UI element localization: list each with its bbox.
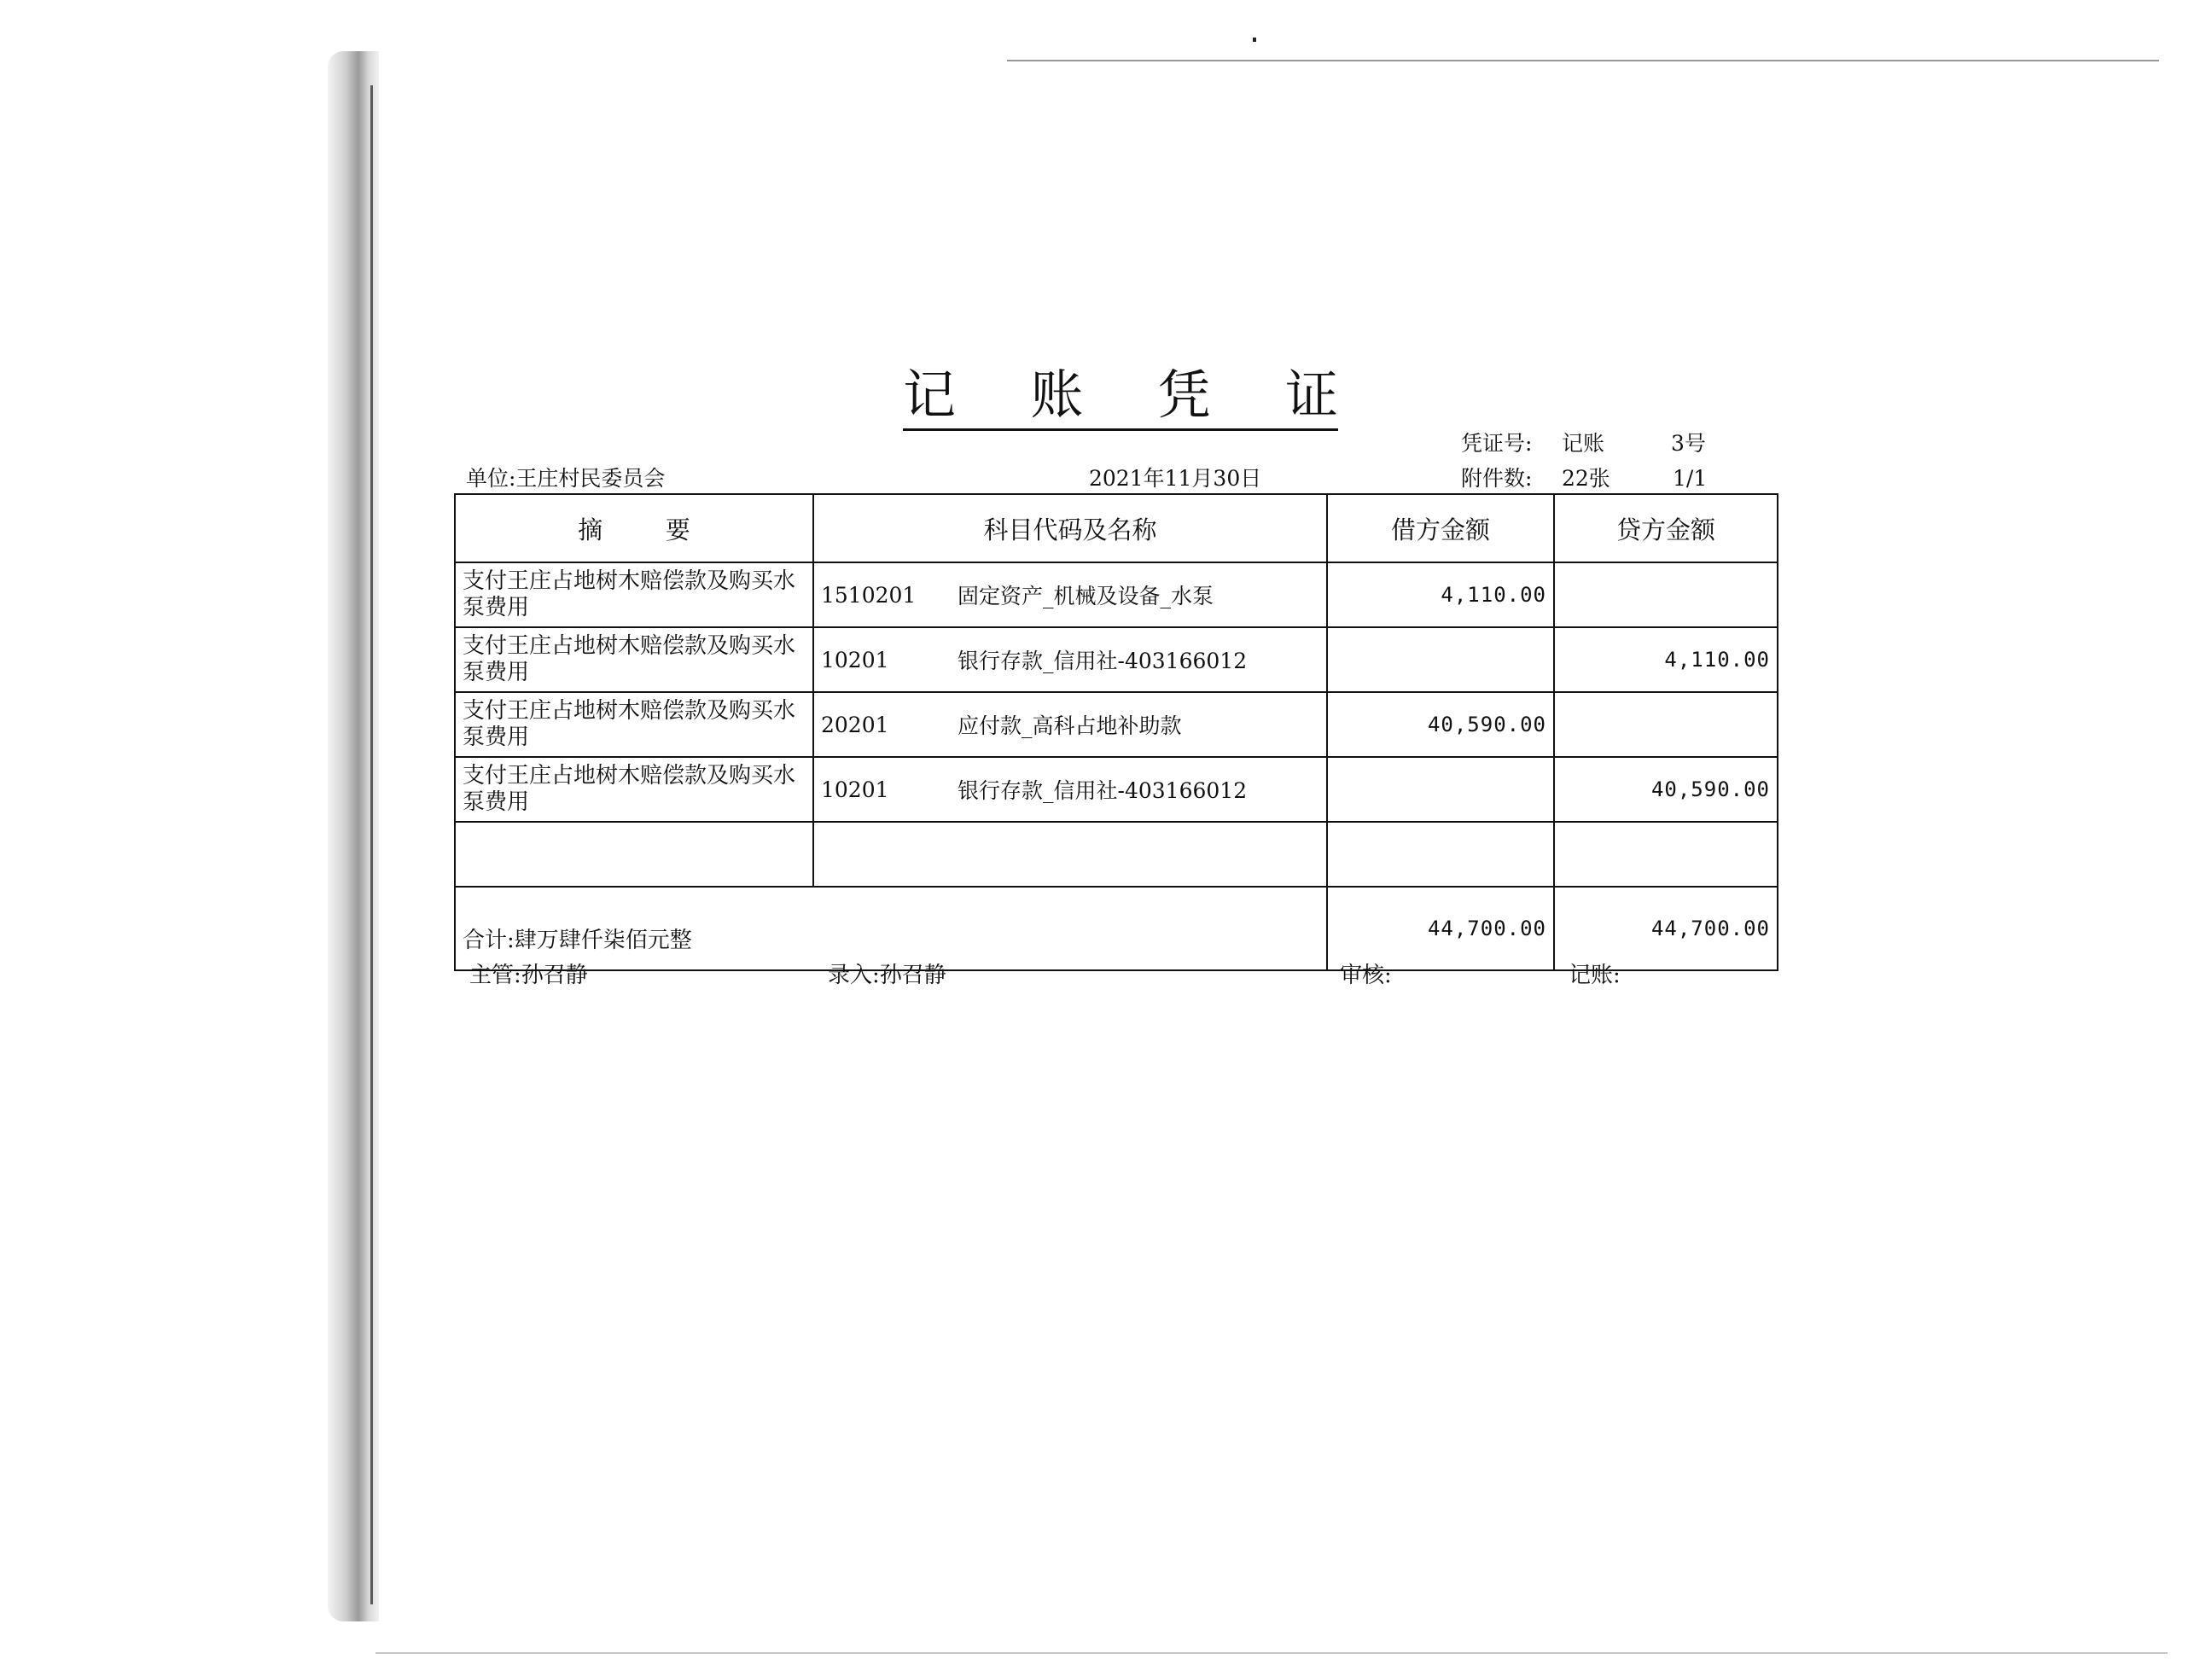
footer-supervisor: 主管:孙召静 — [469, 963, 588, 988]
debit-amount: 4,110.00 — [1327, 562, 1554, 627]
debit-amount — [1327, 822, 1554, 887]
table-row — [455, 627, 1778, 692]
credit-amount: 4,110.00 — [1554, 627, 1778, 692]
row-summary: 支付王庄占地树木赔偿款及购买水泵费用 — [455, 562, 813, 627]
col-summary: 摘 要 — [455, 494, 813, 562]
voucher-no-label: 凭证号: — [1461, 431, 1533, 456]
footer-entry: 录入:孙召静 — [828, 963, 946, 988]
unit-name: 单位:王庄村民委员会 — [466, 466, 666, 491]
attachments-label: 附件数: — [1461, 466, 1533, 491]
col-account: 科目代码及名称 — [813, 494, 1327, 562]
account-name: 银行存款_信用社-403166012 — [958, 649, 1248, 673]
credit-amount: 40,590.00 — [1554, 757, 1778, 822]
account-code: 10201 — [821, 647, 889, 672]
account-code: 1510201 — [821, 582, 917, 608]
footer-bookkeeper: 记账: — [1569, 963, 1621, 988]
voucher-title: 记 账 凭 证 — [903, 365, 1338, 431]
col-debit: 借方金额 — [1327, 494, 1554, 562]
debit-amount — [1327, 627, 1554, 692]
debit-amount: 40,590.00 — [1327, 692, 1554, 757]
account-code: 20201 — [821, 712, 889, 737]
attachments-count: 22张 — [1562, 466, 1610, 491]
table-row — [455, 757, 1778, 822]
table-row — [455, 692, 1778, 757]
binding-line — [370, 85, 373, 1604]
row-summary: 支付王庄占地树木赔偿款及购买水泵费用 — [455, 757, 813, 822]
total-credit: 44,700.00 — [1554, 887, 1778, 970]
page-indicator: 1/1 — [1673, 466, 1708, 491]
table-header-row — [455, 494, 1778, 562]
credit-amount — [1554, 562, 1778, 627]
footer-review: 审核: — [1340, 963, 1392, 988]
row-summary — [455, 822, 813, 887]
row-summary: 支付王庄占地树木赔偿款及购买水泵费用 — [455, 627, 813, 692]
credit-amount — [1554, 822, 1778, 887]
total-debit: 44,700.00 — [1327, 887, 1554, 970]
voucher-no: 3号 — [1671, 431, 1706, 456]
account-name: 固定资产_机械及设备_水泵 — [958, 584, 1214, 608]
row-summary: 支付王庄占地树木赔偿款及购买水泵费用 — [455, 692, 813, 757]
account-name: 银行存款_信用社-403166012 — [958, 778, 1248, 803]
scan-speck — [1253, 38, 1256, 42]
debit-amount — [1327, 757, 1554, 822]
table-row — [455, 562, 1778, 627]
voucher-type: 记账 — [1562, 431, 1605, 456]
total-label: 合计:肆万肆仟柒佰元整 — [455, 887, 1327, 970]
voucher-table — [454, 493, 1778, 971]
table-row-empty — [455, 822, 1778, 887]
col-credit: 贷方金额 — [1554, 494, 1778, 562]
account-code: 10201 — [821, 777, 889, 802]
credit-amount — [1554, 692, 1778, 757]
voucher-date: 2021年11月30日 — [1089, 466, 1262, 491]
scan-edge-top — [1007, 60, 2159, 61]
account-name: 应付款_高科占地补助款 — [958, 713, 1182, 738]
scan-edge-bottom — [375, 1652, 2168, 1654]
